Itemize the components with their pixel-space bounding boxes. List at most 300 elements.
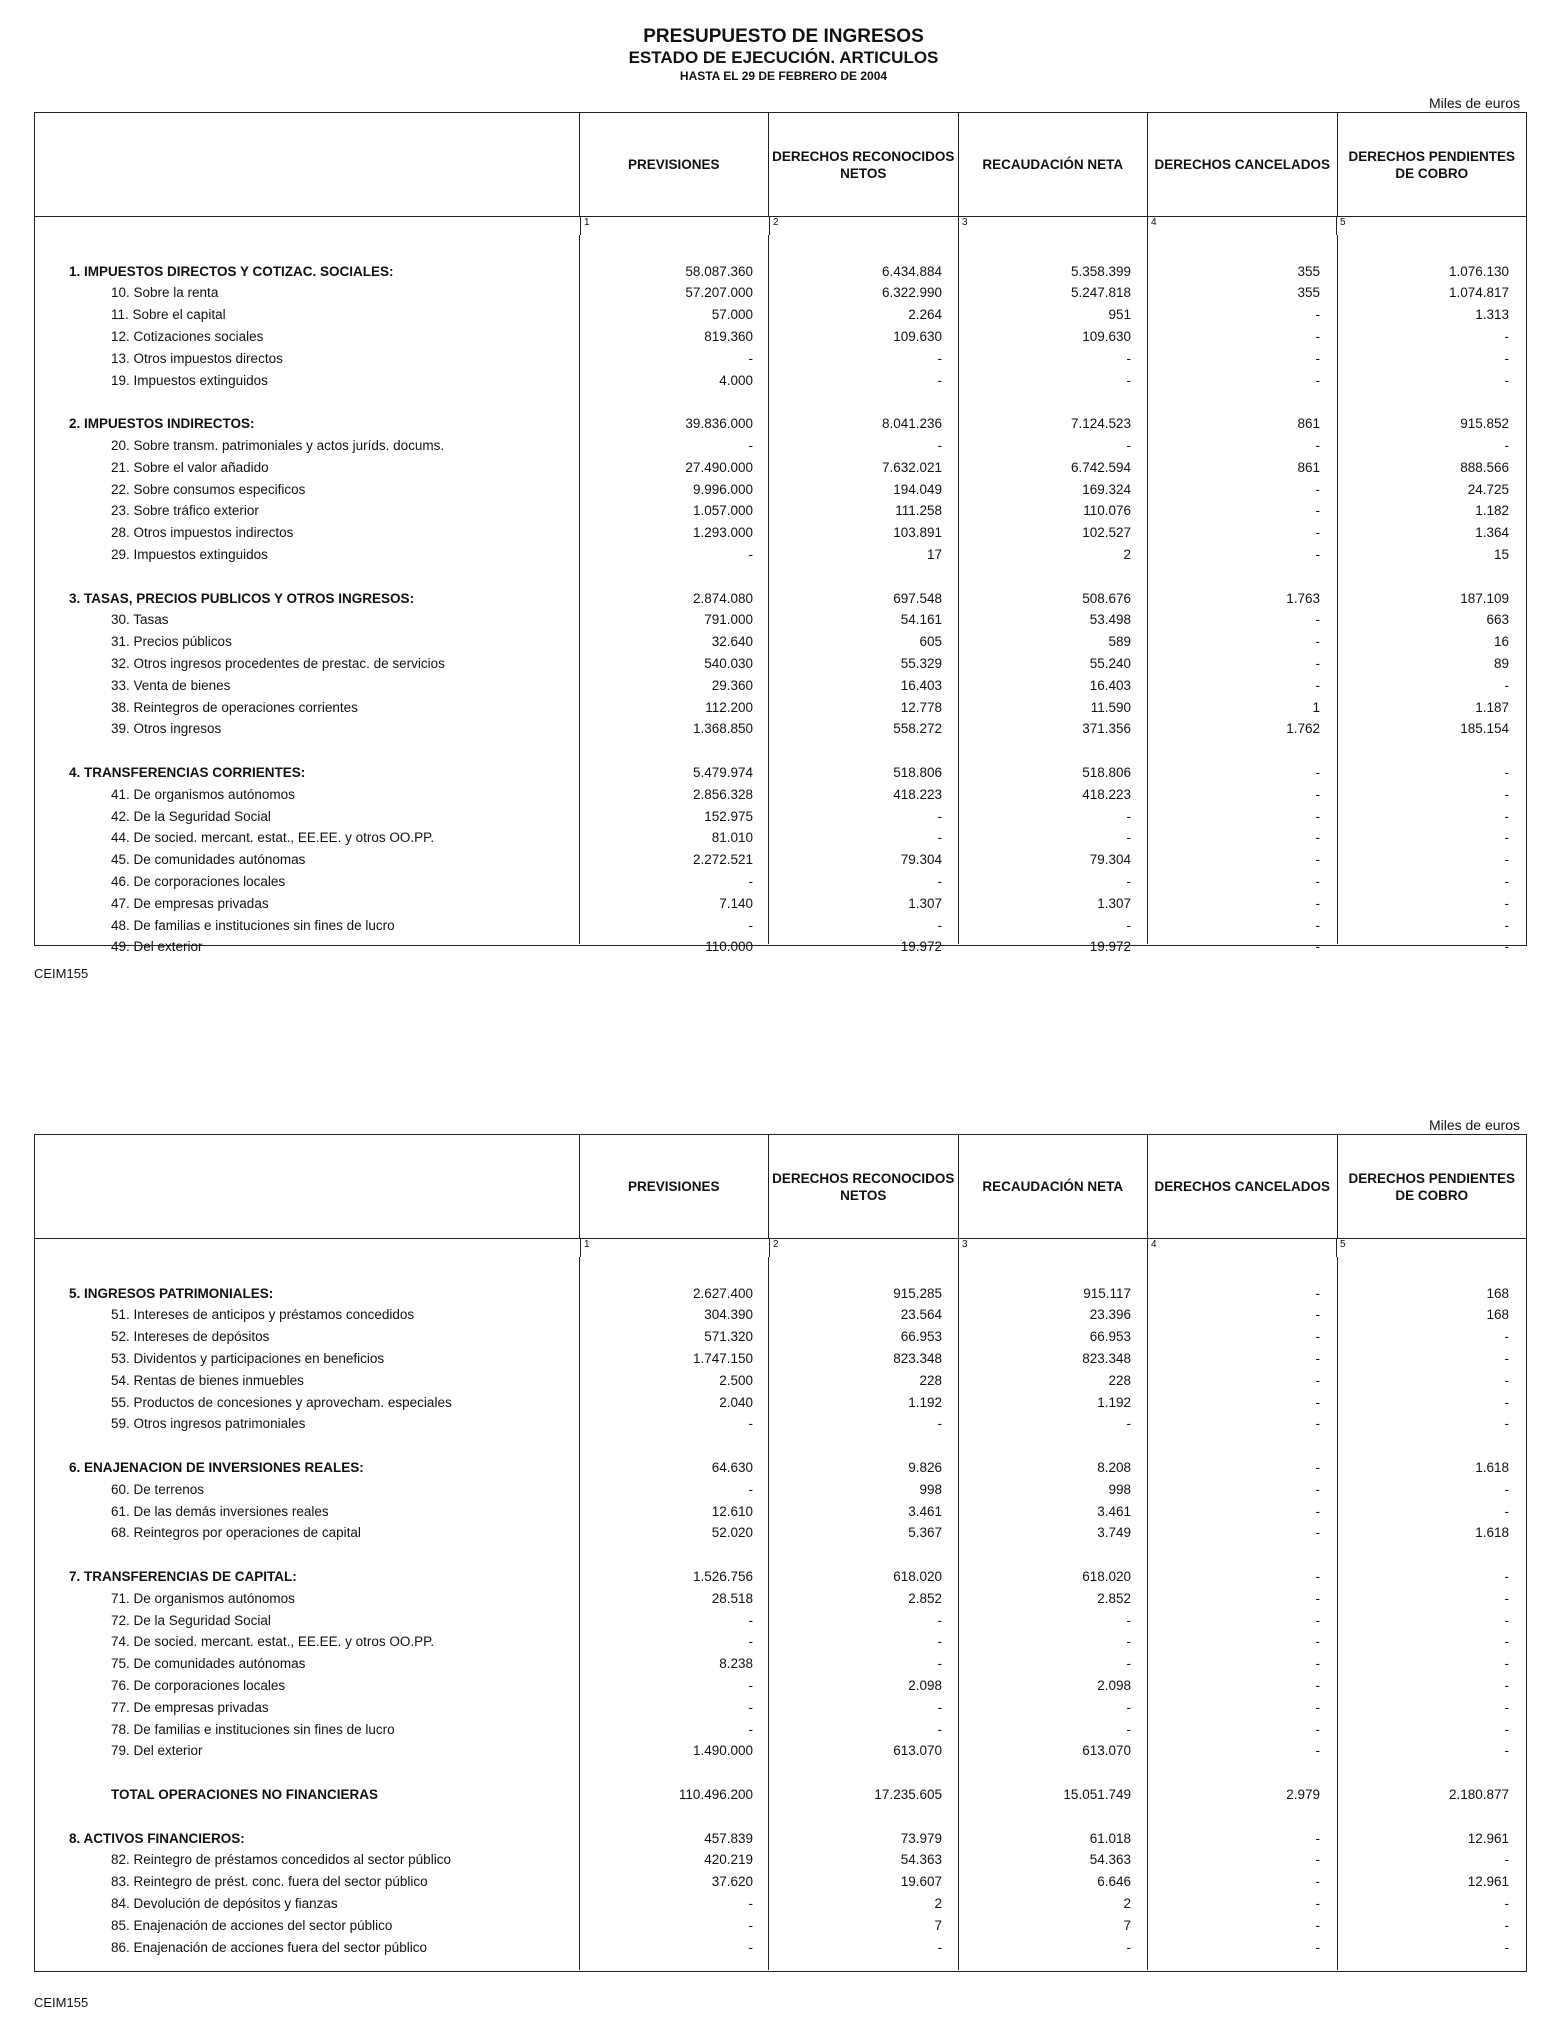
report-title-block [0, 26, 1567, 84]
cell-value: 508.676 [1082, 590, 1131, 606]
header-recaudacion: RECAUDACIÓN NETA [958, 1135, 1148, 1238]
cell-value: 618.020 [1082, 1568, 1131, 1584]
cell-value: - [748, 873, 753, 889]
cell-value: 19.972 [1089, 939, 1131, 955]
header-derechos-cancelados: DERECHOS CANCELADOS [1147, 1135, 1337, 1238]
cell-value: 6.322.990 [881, 285, 942, 301]
table-row [35, 1388, 1526, 1410]
row-label: 13. Otros impuestos directos [111, 350, 283, 366]
table-row [35, 933, 1526, 955]
cell-value: - [1504, 1939, 1509, 1955]
cell-value: 15 [1493, 546, 1509, 562]
cell-value: - [1504, 1372, 1509, 1388]
header-previsiones: PREVISIONES [579, 1135, 769, 1238]
cell-value: - [1504, 1699, 1509, 1715]
table-row [35, 1628, 1526, 1650]
cell-value: 111.258 [895, 503, 942, 519]
cell-value: - [1315, 1917, 1320, 1933]
table-row [35, 1933, 1526, 1955]
table-header [35, 1135, 1526, 1239]
table-row [35, 802, 1526, 824]
table-row [35, 475, 1526, 497]
cell-value: - [937, 372, 942, 388]
cell-value: 355 [1297, 263, 1320, 279]
row-label: TOTAL OPERACIONES NO FINANCIERAS [111, 1786, 379, 1802]
cell-value: 103.891 [893, 525, 942, 541]
cell-value: - [1126, 1656, 1131, 1672]
column-number-row [35, 1239, 1526, 1257]
cell-value: 618.020 [893, 1568, 942, 1584]
header-derechos-reconocidos: DERECHOS RECONOCIDOS NETOS [768, 113, 958, 216]
col-number: 5 [1336, 1239, 1525, 1257]
cell-value: 1.368.850 [692, 721, 753, 737]
cell-value: - [1504, 350, 1509, 366]
cell-value: - [1315, 1743, 1320, 1759]
cell-value: 110.496.200 [678, 1786, 753, 1802]
table-row [35, 824, 1526, 846]
cell-value: - [937, 808, 942, 824]
cell-value: - [748, 437, 753, 453]
cell-value: - [1504, 1721, 1509, 1737]
cell-value: - [1504, 328, 1509, 344]
cell-value: 371.356 [1082, 721, 1131, 737]
cell-value: 81.010 [711, 830, 753, 846]
cell-value: 1.293.000 [692, 525, 753, 541]
cell-value: - [1315, 873, 1320, 889]
table-row [35, 627, 1526, 649]
cell-value: - [748, 1939, 753, 1955]
row-label: 29. Impuestos extinguidos [111, 546, 268, 562]
total-row [35, 1780, 1526, 1802]
col-number: 4 [1147, 217, 1336, 235]
cell-value: - [1315, 1721, 1320, 1737]
cell-value: 29.360 [711, 677, 753, 693]
cell-value: - [1315, 808, 1320, 824]
table-row [35, 279, 1526, 301]
cell-value: - [748, 917, 753, 933]
cell-value: - [1315, 350, 1320, 366]
cell-value: 12.961 [1467, 1874, 1509, 1890]
cell-value: - [1126, 372, 1131, 388]
cell-value: 1.307 [1097, 895, 1131, 911]
row-label: 86. Enajenación de acciones fuera del sector público [111, 1939, 427, 1955]
cell-value: 540.030 [704, 655, 753, 671]
cell-value: 589 [1108, 634, 1131, 650]
row-label: 51. Intereses de anticipos y préstamos concedidos [111, 1307, 415, 1323]
cell-value: 3.461 [908, 1503, 942, 1519]
cell-value: 112.200 [705, 699, 753, 715]
cell-value: 663 [1486, 612, 1509, 628]
cell-value: - [937, 1656, 942, 1672]
row-spacer [35, 1802, 1526, 1824]
row-label: 12. Cotizaciones sociales [111, 328, 264, 344]
cell-value: - [1504, 1612, 1509, 1628]
cell-value: - [1315, 1656, 1320, 1672]
section-row [35, 1279, 1526, 1301]
cell-value: 168 [1486, 1285, 1509, 1301]
cell-value: - [1315, 1525, 1320, 1541]
cell-value: - [748, 1677, 753, 1693]
cell-value: 79.304 [900, 852, 942, 868]
report-subtitle: ESTADO DE EJECUCIÓN. ARTICULOS [628, 48, 939, 67]
row-label: 83. Reintegro de prést. conc. fuera del sector público [111, 1874, 428, 1890]
row-label: 41. De organismos autónomos [111, 786, 295, 802]
row-label: 30. Tasas [111, 612, 169, 628]
cell-value: 5.247.818 [1070, 285, 1131, 301]
cell-value: - [1504, 1743, 1509, 1759]
report-title: PRESUPUESTO DE INGRESOS [643, 26, 924, 47]
cell-value: - [1315, 895, 1320, 911]
row-label: 59. Otros ingresos patrimoniales [111, 1416, 306, 1432]
cell-value: - [937, 830, 942, 846]
cell-value: 1.074.817 [1448, 285, 1509, 301]
row-label: 20. Sobre transm. patrimoniales y actos juríds. docums. [111, 437, 445, 453]
cell-value: - [1315, 1677, 1320, 1693]
cell-value: 11.590 [1090, 699, 1131, 715]
cell-value: - [1504, 1350, 1509, 1366]
table-row [35, 1366, 1526, 1388]
table-row [35, 1322, 1526, 1344]
table-row [35, 1475, 1526, 1497]
cell-value: - [1504, 1568, 1509, 1584]
row-label: 33. Venta de bienes [111, 677, 231, 693]
row-label: 49. Del exterior [111, 939, 203, 955]
cell-value: - [1315, 1503, 1320, 1519]
cell-value: - [1504, 677, 1509, 693]
section-row [35, 758, 1526, 780]
header-blank [35, 113, 579, 216]
table-row [35, 518, 1526, 540]
cell-value: - [1315, 1612, 1320, 1628]
cell-value: - [937, 1416, 942, 1432]
row-label: 39. Otros ingresos [111, 721, 222, 737]
row-label: 4. TRANSFERENCIAS CORRIENTES: [69, 764, 306, 780]
cell-value: 518.806 [893, 764, 942, 780]
cell-value: 1 [1312, 699, 1320, 715]
cell-value: 1.187 [1475, 699, 1509, 715]
row-label: 7. TRANSFERENCIAS DE CAPITAL: [69, 1568, 297, 1584]
row-label: 60. De terrenos [111, 1481, 205, 1497]
cell-value: 8.041.236 [881, 416, 942, 432]
units-label: Miles de euros [1428, 95, 1520, 111]
cell-value: 697.548 [893, 590, 942, 606]
cell-value: 1.763 [1286, 590, 1320, 606]
cell-value: - [1315, 786, 1320, 802]
header-derechos-reconocidos: DERECHOS RECONOCIDOS NETOS [768, 1135, 958, 1238]
cell-value: 12.610 [711, 1503, 753, 1519]
cell-value: 17 [926, 546, 942, 562]
header-pendientes: DERECHOS PENDIENTES DE COBRO [1337, 113, 1527, 216]
section-row [35, 1562, 1526, 1584]
cell-value: 57.207.000 [685, 285, 753, 301]
col-number: 4 [1147, 1239, 1336, 1257]
cell-value: 819.360 [704, 328, 753, 344]
table-row [35, 1889, 1526, 1911]
cell-value: 2 [1123, 1895, 1131, 1911]
row-spacer [35, 388, 1526, 410]
cell-value: - [1315, 1481, 1320, 1497]
cell-value: - [1315, 1394, 1320, 1410]
cell-value: - [937, 1699, 942, 1715]
table-row [35, 780, 1526, 802]
table-row [35, 540, 1526, 562]
cell-value: - [1504, 786, 1509, 802]
cell-value: 518.806 [1082, 764, 1131, 780]
cell-value: 823.348 [893, 1350, 942, 1366]
cell-value: - [937, 1721, 942, 1737]
cell-value: - [1504, 1852, 1509, 1868]
cell-value: - [1504, 1503, 1509, 1519]
units-label-2: Miles de euros [1428, 1117, 1520, 1133]
cell-value: 16.403 [1089, 677, 1131, 693]
cell-value: - [1315, 546, 1320, 562]
section-row [35, 257, 1526, 279]
cell-value: - [748, 1699, 753, 1715]
table-row [35, 1737, 1526, 1759]
row-label: 32. Otros ingresos procedentes de prestac. de servicios [111, 655, 445, 671]
cell-value: - [1315, 328, 1320, 344]
cell-value: 12.778 [900, 699, 942, 715]
cell-value: 37.620 [711, 1874, 753, 1890]
cell-value: 1.182 [1475, 503, 1509, 519]
cell-value: 54.161 [900, 612, 942, 628]
cell-value: - [1126, 1721, 1131, 1737]
row-spacer [35, 736, 1526, 758]
cell-value: - [1315, 1459, 1320, 1475]
row-label: 47. De empresas privadas [111, 895, 269, 911]
row-label: 77. De empresas privadas [111, 1699, 269, 1715]
table-row [35, 1671, 1526, 1693]
row-spacer [35, 235, 1526, 257]
row-label: 74. De socied. mercant. estat., EE.EE. y otros OO.PP. [111, 1634, 435, 1650]
cell-value: 2 [934, 1895, 942, 1911]
row-label: 61. De las demás inversiones reales [111, 1503, 329, 1519]
cell-value: - [1504, 917, 1509, 933]
cell-value: - [937, 917, 942, 933]
cell-value: 89 [1493, 655, 1509, 671]
section-row [35, 409, 1526, 431]
table-row [35, 497, 1526, 519]
table-row [35, 845, 1526, 867]
cell-value: 915.285 [893, 1285, 942, 1301]
col-number: 1 [580, 217, 769, 235]
cell-value: 52.020 [711, 1525, 753, 1541]
cell-value: - [1504, 1677, 1509, 1693]
report-date: HASTA EL 29 DE FEBRERO DE 2004 [679, 69, 888, 83]
row-label: 48. De familias e instituciones sin fines de lucro [111, 917, 395, 933]
table-row [35, 867, 1526, 889]
header-previsiones: PREVISIONES [579, 113, 769, 216]
cell-value: - [748, 350, 753, 366]
cell-value: - [1315, 481, 1320, 497]
table-row [35, 431, 1526, 453]
cell-value: - [748, 1895, 753, 1911]
cell-value: - [1315, 503, 1320, 519]
cell-value: - [1315, 764, 1320, 780]
cell-value: 32.640 [711, 634, 753, 650]
row-label: 53. Dividentos y participaciones en beneficios [111, 1350, 385, 1366]
cell-value: 613.070 [1082, 1743, 1131, 1759]
table-row [35, 693, 1526, 715]
table-row [35, 1497, 1526, 1519]
table-row [35, 453, 1526, 475]
row-label: 38. Reintegros de operaciones corrientes [111, 699, 358, 715]
cell-value: 1.526.756 [692, 1568, 753, 1584]
row-label: 52. Intereses de depósitos [111, 1329, 270, 1345]
cell-value: 2.874.080 [692, 590, 753, 606]
cell-value: 7 [1123, 1917, 1131, 1933]
cell-value: - [1126, 1634, 1131, 1650]
cell-value: - [1504, 873, 1509, 889]
cell-value: - [1126, 808, 1131, 824]
cell-value: - [1315, 1329, 1320, 1345]
cell-value: - [937, 1634, 942, 1650]
row-label: 76. De corporaciones locales [111, 1677, 286, 1693]
cell-value: 57.000 [711, 307, 753, 323]
cell-value: 7.124.523 [1070, 416, 1131, 432]
table-row [35, 1344, 1526, 1366]
cell-value: 1.307 [908, 895, 942, 911]
table-row [35, 1410, 1526, 1432]
cell-value: - [1315, 939, 1320, 955]
cell-value: 823.348 [1082, 1350, 1131, 1366]
cell-value: 3.749 [1097, 1525, 1131, 1541]
cell-value: 998 [919, 1481, 942, 1497]
cell-value: 8.208 [1097, 1459, 1131, 1475]
header-pendientes: DERECHOS PENDIENTES DE COBRO [1337, 1135, 1527, 1238]
row-label: 8. ACTIVOS FINANCIEROS: [69, 1830, 245, 1846]
cell-value: 102.527 [1082, 525, 1131, 541]
cell-value: 7 [934, 1917, 942, 1933]
cell-value: 228 [1108, 1372, 1131, 1388]
header-derechos-cancelados: DERECHOS CANCELADOS [1147, 113, 1337, 216]
cell-value: - [1315, 1699, 1320, 1715]
table-row [35, 322, 1526, 344]
cell-value: 12.961 [1467, 1830, 1509, 1846]
col-number: 3 [958, 217, 1147, 235]
cell-value: 457.839 [704, 1830, 753, 1846]
cell-value: 23.564 [900, 1307, 942, 1323]
cell-value: 19.607 [900, 1874, 942, 1890]
table-row [35, 1584, 1526, 1606]
cell-value: 6.742.594 [1070, 459, 1131, 475]
section-row [35, 1453, 1526, 1475]
cell-value: 3.461 [1097, 1503, 1131, 1519]
row-label: 75. De comunidades autónomas [111, 1656, 306, 1672]
row-label: 22. Sobre consumos especificos [111, 481, 306, 497]
cell-value: 109.630 [893, 328, 942, 344]
cell-value: 58.087.360 [685, 263, 753, 279]
cell-value: - [748, 1634, 753, 1650]
cell-value: 64.630 [711, 1459, 753, 1475]
row-label: 23. Sobre tráfico exterior [111, 503, 259, 519]
header-recaudacion: RECAUDACIÓN NETA [958, 113, 1148, 216]
cell-value: 169.324 [1082, 481, 1131, 497]
cell-value: - [1315, 830, 1320, 846]
cell-value: - [1315, 612, 1320, 628]
cell-value: - [937, 1939, 942, 1955]
cell-value: 2.040 [719, 1394, 753, 1410]
col-number: 5 [1336, 217, 1525, 235]
cell-value: 888.566 [1460, 459, 1509, 475]
cell-value: 355 [1297, 285, 1320, 301]
cell-value: - [1126, 1699, 1131, 1715]
cell-value: 109.630 [1082, 328, 1131, 344]
cell-value: - [937, 873, 942, 889]
cell-value: - [1315, 1895, 1320, 1911]
cell-value: 15.051.749 [1063, 1786, 1131, 1802]
cell-value: 4.000 [719, 372, 753, 388]
cell-value: - [1504, 764, 1509, 780]
row-label: 71. De organismos autónomos [111, 1590, 295, 1606]
cell-value: - [1126, 873, 1131, 889]
cell-value: 16 [1493, 634, 1509, 650]
cell-value: - [1126, 350, 1131, 366]
table-page-2 [34, 1134, 1527, 1972]
cell-value: - [1504, 1394, 1509, 1410]
cell-value: 152.975 [704, 808, 753, 824]
column-number-row [35, 217, 1526, 235]
cell-value: 2 [1123, 546, 1131, 562]
row-label: 5. INGRESOS PATRIMONIALES: [69, 1285, 274, 1301]
cell-value: 2.098 [1097, 1677, 1131, 1693]
cell-value: - [748, 1481, 753, 1497]
row-label: 6. ENAJENACION DE INVERSIONES REALES: [69, 1459, 364, 1475]
cell-value: - [748, 1721, 753, 1737]
row-label: 85. Enajenación de acciones del sector público [111, 1917, 393, 1933]
table-row [35, 889, 1526, 911]
cell-value: 5.367 [908, 1525, 942, 1541]
cell-value: 53.498 [1089, 612, 1131, 628]
row-spacer [35, 562, 1526, 584]
cell-value: 23.396 [1089, 1307, 1131, 1323]
row-spacer [35, 1257, 1526, 1279]
cell-value: 613.070 [893, 1743, 942, 1759]
cell-value: - [748, 1612, 753, 1628]
cell-value: - [1315, 1372, 1320, 1388]
cell-value: - [1315, 1852, 1320, 1868]
cell-value: 17.235.605 [874, 1786, 942, 1802]
cell-value: 2.180.877 [1448, 1786, 1509, 1802]
section-row [35, 584, 1526, 606]
col-number: 3 [958, 1239, 1147, 1257]
cell-value: 1.490.000 [692, 1743, 753, 1759]
cell-value: 1.762 [1286, 721, 1320, 737]
cell-value: - [1315, 437, 1320, 453]
cell-value: 187.109 [1460, 590, 1509, 606]
table-row [35, 911, 1526, 933]
cell-value: - [1315, 655, 1320, 671]
cell-value: - [1315, 1307, 1320, 1323]
cell-value: - [748, 1416, 753, 1432]
cell-value: - [1315, 852, 1320, 868]
cell-value: 9.826 [908, 1459, 942, 1475]
cell-value: - [1315, 1634, 1320, 1650]
cell-value: - [1504, 1481, 1509, 1497]
cell-value: - [1315, 1416, 1320, 1432]
cell-value: 1.618 [1475, 1525, 1509, 1541]
row-spacer [35, 1540, 1526, 1562]
cell-value: 19.972 [900, 939, 942, 955]
cell-value: - [1315, 1874, 1320, 1890]
cell-value: 228 [919, 1372, 942, 1388]
cell-value: - [748, 1917, 753, 1933]
row-label: 54. Rentas de bienes inmuebles [111, 1372, 304, 1388]
cell-value: 16.403 [900, 677, 942, 693]
cell-value: 304.390 [704, 1307, 753, 1323]
cell-value: 2.098 [908, 1677, 942, 1693]
cell-value: 420.219 [704, 1852, 753, 1868]
